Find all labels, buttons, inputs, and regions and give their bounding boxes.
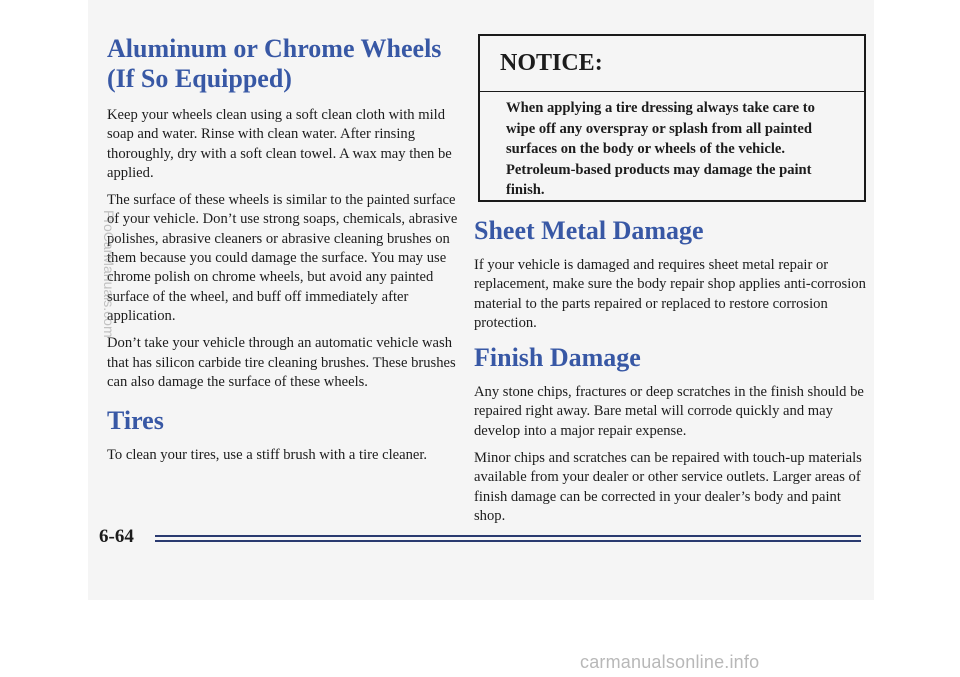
wheels-paragraph-3: Don’t take your vehicle through an automatic vehicle wash that has silicon carbide tire cleaning brushes. These brushes can also damage the surface of these wheels. — [107, 335, 456, 390]
wheels-heading — [107, 34, 462, 94]
footer-rule-bottom — [155, 540, 861, 542]
side-watermark — [100, 210, 130, 380]
page-number: 6-64 — [99, 526, 134, 547]
page-footer — [99, 526, 865, 556]
wheels-paragraph-1: Keep your wheels clean using a soft clean cloth with mild soap and water. Rinse with clean water. After rinsing thoroughly, dry with a soft clean towel. A wax may then be applied. — [107, 107, 452, 181]
finish-heading: Finish Damage — [474, 343, 641, 373]
wheels-heading-line2: (If So Equipped) — [107, 64, 292, 93]
bottom-watermark: carmanualsonline.info — [580, 652, 760, 672]
notice-title: NOTICE: — [480, 36, 864, 92]
right-column — [474, 216, 874, 534]
wheels-heading-line1: Aluminum or Chrome Wheels — [107, 34, 442, 63]
tires-heading: Tires — [107, 406, 164, 436]
sheet-metal-paragraph: If your vehicle is damaged and requires sheet metal repair or replacement, make sure the body repair shop applies anti-corrosion material to the parts repaired or replaced to restore corrosion protection. — [474, 257, 866, 331]
left-column — [107, 34, 462, 473]
notice-text: When applying a tire dressing always take care to wipe off any overspray or splash from all painted surfaces on the body or wheels of the vehicle. Petroleum-based products may damage the paint finish. — [506, 100, 815, 198]
finish-paragraph-1: Any stone chips, fractures or deep scratches in the finish should be repaired right away. Bare metal will corrode quickly and may develop into a major repair expense. — [474, 384, 864, 439]
footer-rule-top — [155, 535, 861, 537]
sheet-metal-heading: Sheet Metal Damage — [474, 216, 704, 245]
side-watermark-text: ProCarManuals.com — [101, 210, 117, 338]
tires-paragraph: To clean your tires, use a stiff brush with a tire cleaner. — [107, 447, 428, 464]
wheels-paragraph-2: The surface of these wheels is similar to the painted surface of your vehicle. Don’t use strong soaps, chemicals, abrasive polishes, abrasive cleaners or abrasive cleaning brushes on them because you could damage the surface. You may use chrome polish on chrome wheels, but avoid any painted surface of the wheel, and buff off immediately after application. — [107, 192, 458, 324]
finish-paragraph-2: Minor chips and scratches can be repaired with touch-up materials available from your dealer or other service outlets. Larger areas of finish damage can be corrected in your dealer’s body and paint shop. — [474, 450, 862, 524]
notice-box — [478, 34, 866, 202]
